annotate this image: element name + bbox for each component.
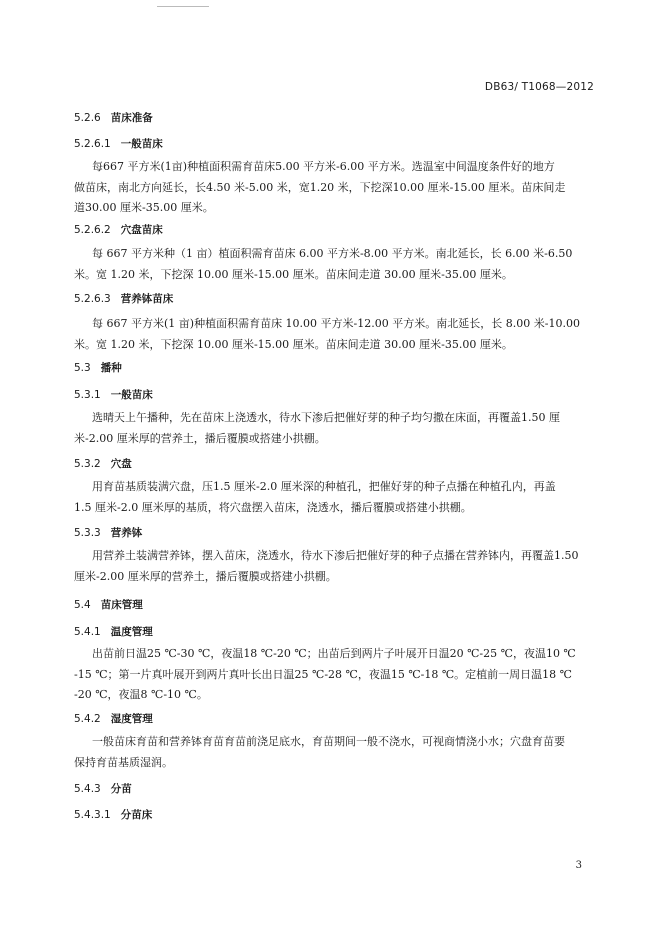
paragraph-line: -15 ℃；第一片真叶展开到两片真叶长出日温25 ℃-28 ℃，夜温15 ℃-18 ℃。定植前一周日温18 ℃ [74, 667, 572, 681]
section-heading [74, 291, 173, 306]
paragraph-line: 1.5 厘米-2.0 厘米厚的基质，将穴盘摆入苗床，浇透水，播后覆膜或搭建小拱棚。 [74, 500, 472, 514]
section-number: 5.3.1 [74, 389, 101, 401]
section-heading [74, 136, 163, 151]
section-number: 5.3.3 [74, 527, 101, 539]
paragraph-line: 每667 平方米(1亩)种植面积需育苗床5.00 平方米-6.00 平方米。选温室中间温度条件好的地方 [92, 160, 555, 173]
section-number: 5.2.6.1 [74, 138, 111, 150]
section-heading [74, 624, 153, 639]
paragraph-line: 米。宽 1.20 米，下挖深 10.00 厘米-15.00 厘米。苗床间走道 30.00 厘米-35.00 厘米。 [74, 337, 513, 351]
paragraph [74, 477, 594, 518]
section-number: 5.3 [74, 362, 91, 374]
section-number: 5.2.6.3 [74, 293, 111, 305]
section-number: 5.4 [74, 599, 91, 611]
paragraph-line: 做苗床，南北方向延长，长4.50 米-5.00 米，宽1.20 米，下挖深10.00 厘米-15.00 厘米。苗床间走 [74, 180, 566, 194]
section-heading [74, 781, 132, 796]
paragraph-line: 出苗前日温25 ℃-30 ℃，夜温18 ℃-20 ℃；出苗后到两片子叶展开日温20 ℃-25 ℃，夜温10 ℃ [92, 647, 576, 660]
paragraph-line: 米-2.00 厘米厚的营养土，播后覆膜或搭建小拱棚。 [74, 431, 326, 445]
section-title: 营养钵 [110, 527, 143, 539]
paragraph-line: 一般苗床育苗和营养钵育苗育苗前浇足底水，育苗期间一般不浇水，可视商情浇小水；穴盘育苗要 [92, 735, 565, 748]
document-number: DB63/ T1068—2012 [484, 81, 594, 93]
section-number: 5.4.3.1 [74, 809, 111, 821]
section-title: 营养钵苗床 [120, 293, 174, 305]
paragraph-line: 每 667 平方米(1 亩)种植面积需育苗床 10.00 平方米-12.00 平方米。南北延长，长 8.00 米-10.00 [92, 317, 580, 330]
section-heading [74, 807, 152, 822]
section-heading [74, 456, 132, 471]
section-title: 分苗床 [120, 809, 153, 821]
section-heading [74, 597, 143, 612]
section-title: 苗床管理 [100, 599, 143, 611]
section-heading [74, 387, 153, 402]
section-number: 5.2.6.2 [74, 224, 111, 236]
section-title: 播种 [100, 362, 122, 374]
paragraph-line: -20 ℃，夜温8 ℃-10 ℃。 [74, 688, 208, 701]
paragraph-line: 米。宽 1.20 米，下挖深 10.00 厘米-15.00 厘米。苗床间走道 30.00 厘米-35.00 厘米。 [74, 267, 513, 281]
section-title: 穴盘苗床 [120, 224, 163, 236]
paragraph-line: 选晴天上午播种，先在苗床上浇透水，待水下渗后把催好芽的种子均匀撒在床面，再覆盖1.50 厘 [92, 411, 560, 424]
section-title: 温度管理 [110, 626, 153, 638]
paragraph-line: 保持育苗基质湿润。 [74, 755, 173, 769]
paragraph [74, 408, 594, 449]
paragraph [74, 244, 594, 285]
section-title: 苗床准备 [110, 112, 153, 124]
top-rule [157, 6, 209, 7]
section-number: 5.4.3 [74, 783, 101, 795]
paragraph [74, 157, 594, 219]
section-title: 分苗 [110, 783, 132, 795]
paragraph [74, 644, 594, 706]
paragraph [74, 732, 594, 773]
section-number: 5.3.2 [74, 458, 101, 470]
paragraph-line: 每 667 平方米种（1 亩）植面积需育苗床 6.00 平方米-8.00 平方米。南北延长，长 6.00 米-6.50 [92, 247, 573, 260]
section-title: 穴盘 [110, 458, 132, 470]
page-number: 3 [575, 860, 582, 871]
section-heading [74, 525, 142, 540]
paragraph-line: 用育苗基质装满穴盘，压1.5 厘米-2.0 厘米深的种植孔，把催好芽的种子点播在种植孔内，再盖 [92, 480, 556, 493]
paragraph-line: 道30.00 厘米-35.00 厘米。 [74, 201, 214, 214]
section-heading [74, 222, 163, 237]
section-heading [74, 110, 153, 125]
section-title: 湿度管理 [110, 713, 153, 725]
paragraph-line: 厘米-2.00 厘米厚的营养土，播后覆膜或搭建小拱棚。 [74, 569, 337, 583]
section-heading [74, 711, 153, 726]
paragraph [74, 546, 594, 587]
section-title: 一般苗床 [120, 138, 163, 150]
section-heading [74, 360, 122, 375]
section-title: 一般苗床 [110, 389, 153, 401]
paragraph [74, 314, 594, 355]
section-number: 5.4.1 [74, 626, 101, 638]
section-number: 5.4.2 [74, 713, 101, 725]
paragraph-line: 用营养土装满营养钵，摆入苗床，浇透水，待水下渗后把催好芽的种子点播在营养钵内，再覆盖1.50 [92, 549, 579, 562]
section-number: 5.2.6 [74, 112, 101, 124]
